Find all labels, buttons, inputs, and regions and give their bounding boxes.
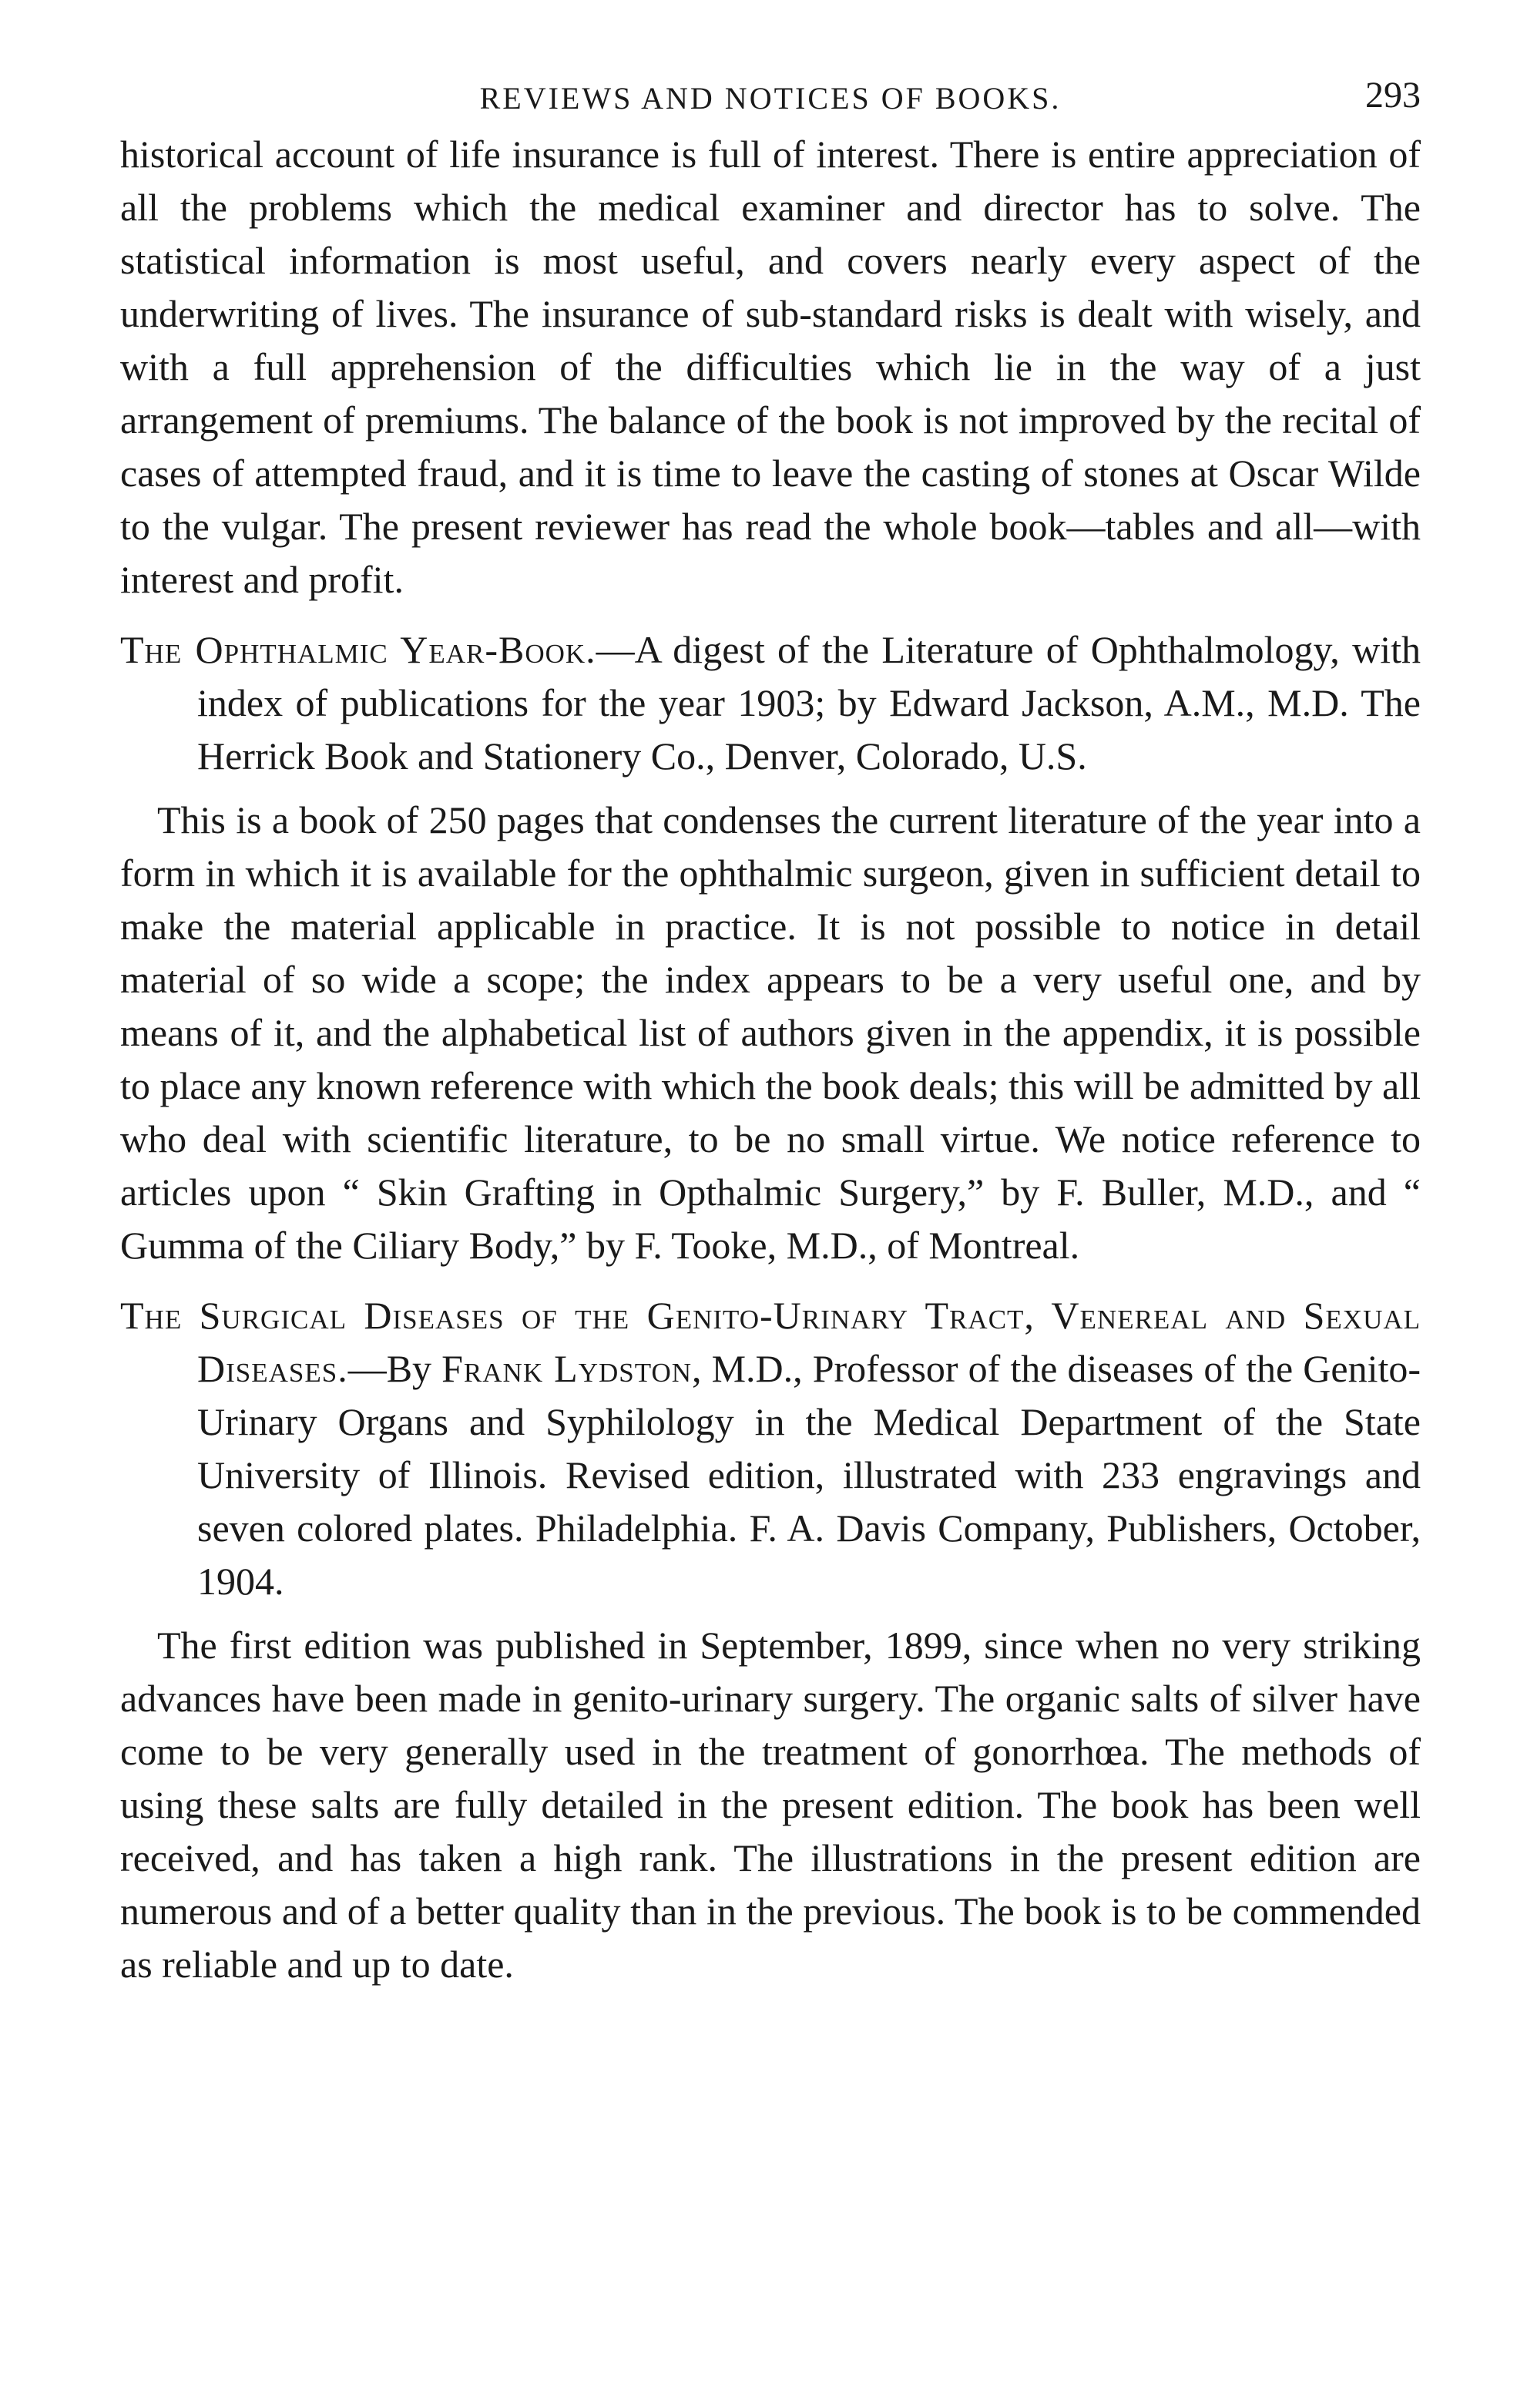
book-title: The Surgical Diseases of the Genito-Urinary Tract, Venereal and Sexual Diseases. — [120, 1294, 1421, 1390]
review-entry-surgical-diseases — [120, 1289, 1421, 1608]
review-entry-ophthalmic-year-book — [120, 623, 1421, 783]
running-header — [120, 74, 1421, 128]
running-title: REVIEWS AND NOTICES OF BOOKS. — [479, 81, 1062, 116]
review-body-paragraph: The first edition was published in September, 1899, since when no very striking advances have been made in genito-urinary surgery. The organic salts of silver have come to be very generally used in the treatment of gonorrhœa. The methods of using these salts are fully detailed in the present edition. The book has been well received, and has taken a high rank. The illustrations in the present edition are numerous and of a better quality than in the previous. The book is to be commended as reliable and up to date. — [120, 1624, 1421, 1986]
document-page — [120, 74, 1421, 1991]
author-name: Frank Lydston — [441, 1347, 693, 1390]
book-citation: —A digest of the Literature of Ophthalmology, with index of publications for the year 1903; by Edward Jackson, A.M., M.D. The Herrick Book and Stationery Co., Denver, Colorado, U.S. — [197, 628, 1421, 777]
page-number: 293 — [1365, 75, 1421, 116]
review-body-paragraph: This is a book of 250 pages that condenses the current literature of the year into a form in which it is available for the ophthalmic surgeon, given in sufficient detail to make the material applicable in practice. It is not possible to notice in detail material of so wide a scope; the index appears to be a very useful one, and by means of it, and the alphabetical list of authors given in the appendix, it is possible to place any known reference with which the book deals; this will be admitted by all who deal with scientific literature, to be no small virtue. We notice reference to articles upon “ Skin Grafting in Opthalmic Surgery,” by F. Buller, M.D., and “ Gumma of the Ciliary Body,” by F. Tooke, M.D., of Montreal. — [120, 798, 1421, 1267]
book-citation: , M.D., Professor of the diseases of the Genito-Urinary Organs and Syphilology in the Medical Department of the State University of Illinois. Revised edition, illustrated with 233 engravings and seven colored plates. Philadelphia. F. A. Davis Company, Publishers, October, 1904. — [197, 1347, 1421, 1603]
byline-prefix: —By — [347, 1347, 442, 1390]
book-title: The Ophthalmic Year-Book. — [120, 628, 596, 671]
review-continuation-paragraph: historical account of life insurance is full of interest. There is entire appreciation of all the problems which the medical examiner and director has to solve. The statistical information is most useful, and covers nearly every aspect of the underwriting of lives. The insurance of sub-standard risks is dealt with wisely, and with a full apprehension of the difficulties which lie in the way of a just arrangement of premiums. The balance of the book is not improved by the recital of cases of attempted fraud, and it is time to leave the casting of stones at Oscar Wilde to the vulgar. The present reviewer has read the whole book—tables and all—with interest and profit. — [120, 133, 1421, 601]
